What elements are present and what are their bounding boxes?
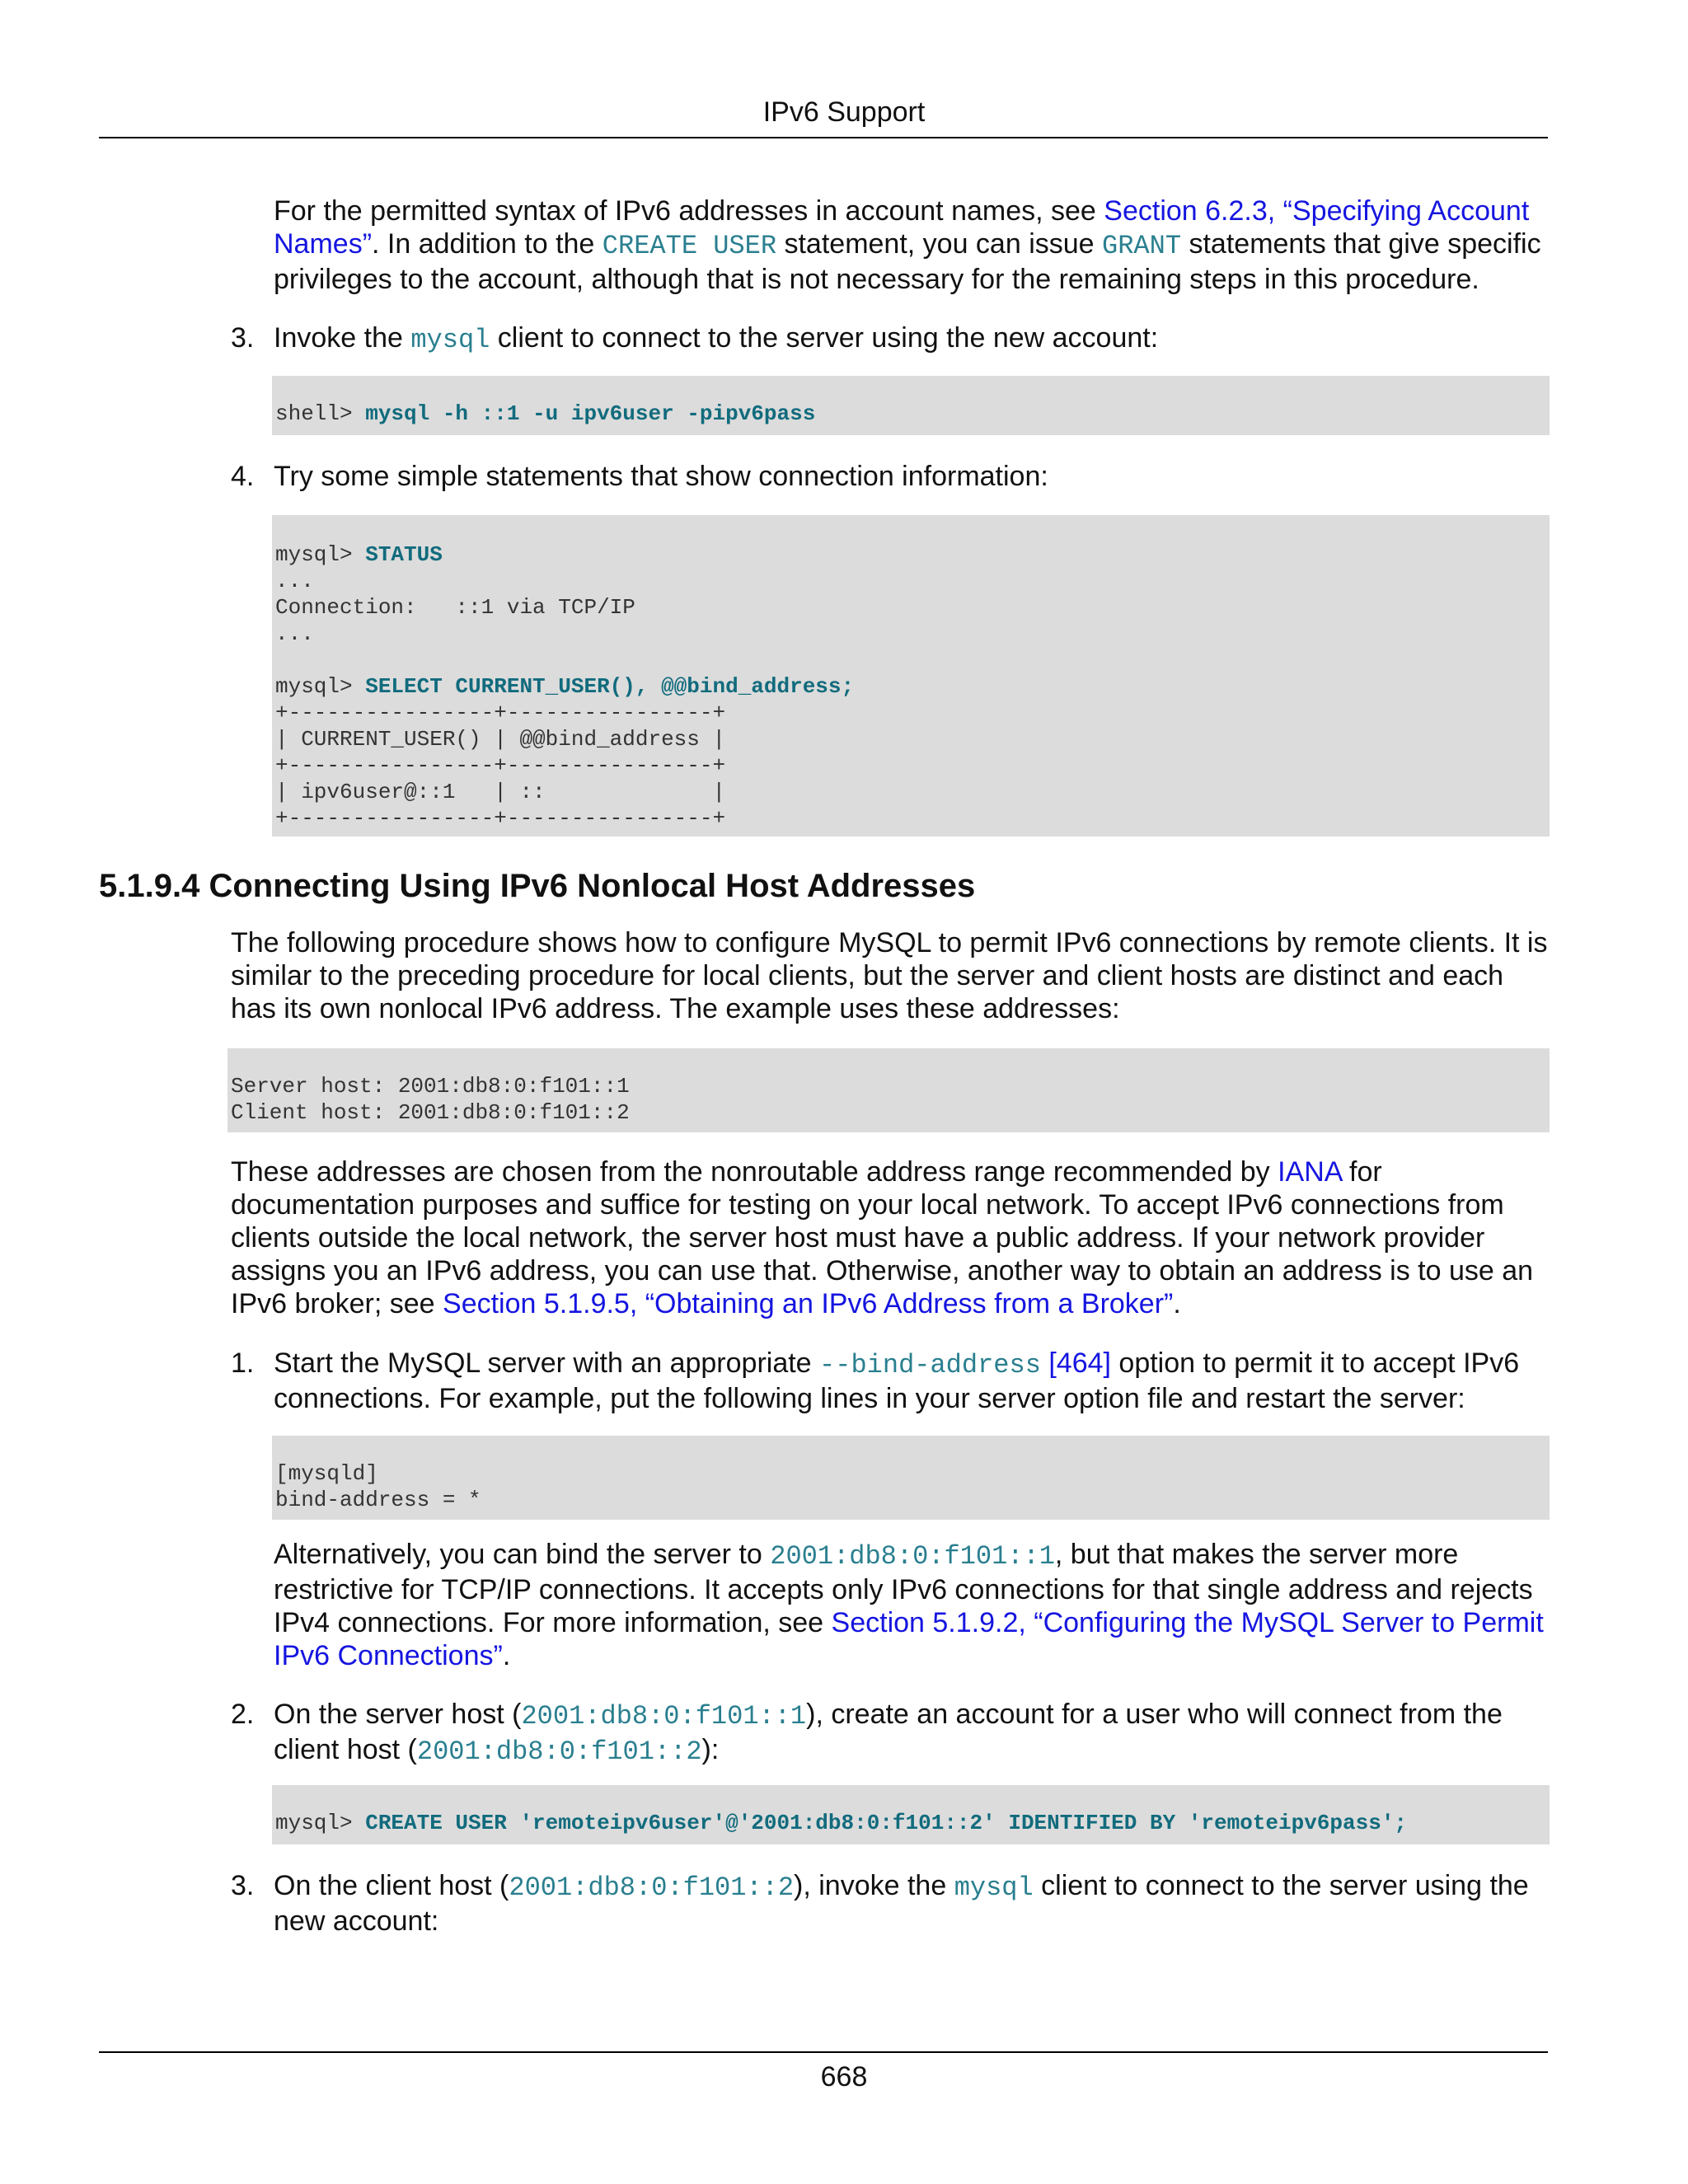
step-number: 1.	[231, 1347, 255, 1379]
section-paragraph-1: The following procedure shows how to configure MySQL to permit IPv6 connections by remote clients. It is similar to the preceding procedure for local clients, but the server and client hosts are distinct and each has its own nonlocal IPv6 address. The example uses these addresses:	[231, 927, 1548, 1024]
code-client-host[interactable]: 2001:db8:0:f101::2	[509, 1872, 795, 1903]
code-block-status: mysql> STATUS ... Connection: ::1 via TCP/IP ... mysql> SELECT CURRENT_USER(), @@bind_address; +----------------+----------------+ | CURRENT_USER() | @@bind_address | +----------------+----------------+ | ipv6user@::1 | :: | +----------------+----------------+	[272, 515, 1550, 837]
section-heading: 5.1.9.4 Connecting Using IPv6 Nonlocal Host Addresses	[99, 868, 976, 904]
step-number: 4.	[231, 461, 255, 492]
code-mysql[interactable]: mysql	[954, 1872, 1034, 1903]
link-464[interactable]: [464]	[1040, 1347, 1111, 1379]
link-specifying-account-names[interactable]: Section 6.2.3, “Specifying Account Names”	[274, 195, 1530, 260]
link-iana[interactable]: IANA	[1278, 1156, 1342, 1188]
link-configuring-mysql-server[interactable]: Section 5.1.9.2, “Configuring the MySQL Server to Permit IPv6 Connections”	[274, 1607, 1544, 1671]
code-block-shell: shell> mysql -h ::1 -u ipv6user -pipv6pass	[272, 376, 1550, 435]
intro-paragraph: For the permitted syntax of IPv6 addresses in account names, see Section 6.2.3, “Specifying Account Names”. In addition to the CREATE USER statement, you can issue GRANT statements that give specific privileges to the account, although that is not necessary for the remaining steps in this procedure.	[274, 195, 1541, 295]
step-4-text: Try some simple statements that show connection information:	[274, 461, 1048, 492]
code-grant[interactable]: GRANT	[1102, 231, 1182, 261]
code-block-config: [mysqld] bind-address = *	[272, 1436, 1550, 1520]
step-3-text: Invoke the mysql client to connect to the server using the new account:	[274, 322, 1159, 355]
section-paragraph-2: These addresses are chosen from the nonroutable address range recommended by IANA for documentation purposes and suffice for testing on your local network. To accept IPv6 connections from clients outside the local network, the server host must have a public address. If your network provider assigns you an IPv6 address, you can use that. Otherwise, another way to obtain an address is to use an IPv6 broker; see Section 5.1.9.5, “Obtaining an IPv6 Address from a Broker”.	[231, 1156, 1534, 1319]
step-number: 3.	[231, 1870, 255, 1901]
step-number: 3.	[231, 322, 255, 354]
code-mysql[interactable]: mysql	[410, 325, 490, 355]
step-1-text: Start the MySQL server with an appropriate --bind-address [464] option to permit it to accept IPv6 connections. For example, put the following lines in your server option file and restart the server:	[274, 1347, 1520, 1414]
code-server-address[interactable]: 2001:db8:0:f101::1	[770, 1541, 1055, 1572]
code-server-host[interactable]: 2001:db8:0:f101::1	[521, 1701, 807, 1732]
code-client-host[interactable]: 2001:db8:0:f101::2	[416, 1736, 702, 1767]
page-number: 668	[820, 2061, 868, 2093]
header-rule	[99, 137, 1548, 138]
step-number: 2.	[231, 1699, 255, 1730]
step-2-text: On the server host (2001:db8:0:f101::1), create an account for a user who will connect from the client host (2001:db8:0:f101::2):	[274, 1699, 1503, 1767]
step-3-client-text: On the client host (2001:db8:0:f101::2), invoke the mysql client to connect to the server using the new account:	[274, 1870, 1529, 1937]
code-block-create-user: mysql> CREATE USER 'remoteipv6user'@'2001:db8:0:f101::2' IDENTIFIED BY 'remoteipv6pass';	[272, 1785, 1550, 1844]
code-block-addresses: Server host: 2001:db8:0:f101::1 Client host: 2001:db8:0:f101::2	[227, 1048, 1550, 1132]
alternative-paragraph: Alternatively, you can bind the server to 2001:db8:0:f101::1, but that makes the server more restrictive for TCP/IP connections. It accepts only IPv6 connections for that single address and rejects IPv4 connections. For more information, see Section 5.1.9.2, “Configuring the MySQL Server to Permit IPv6 Connections”.	[274, 1539, 1544, 1671]
link-obtaining-ipv6-address[interactable]: Section 5.1.9.5, “Obtaining an IPv6 Address from a Broker”	[443, 1288, 1174, 1319]
code-bind-address[interactable]: --bind-address	[819, 1350, 1041, 1380]
code-create-user[interactable]: CREATE USER	[602, 231, 777, 261]
page-header-title: IPv6 Support	[762, 96, 926, 128]
footer-rule	[99, 2051, 1548, 2053]
